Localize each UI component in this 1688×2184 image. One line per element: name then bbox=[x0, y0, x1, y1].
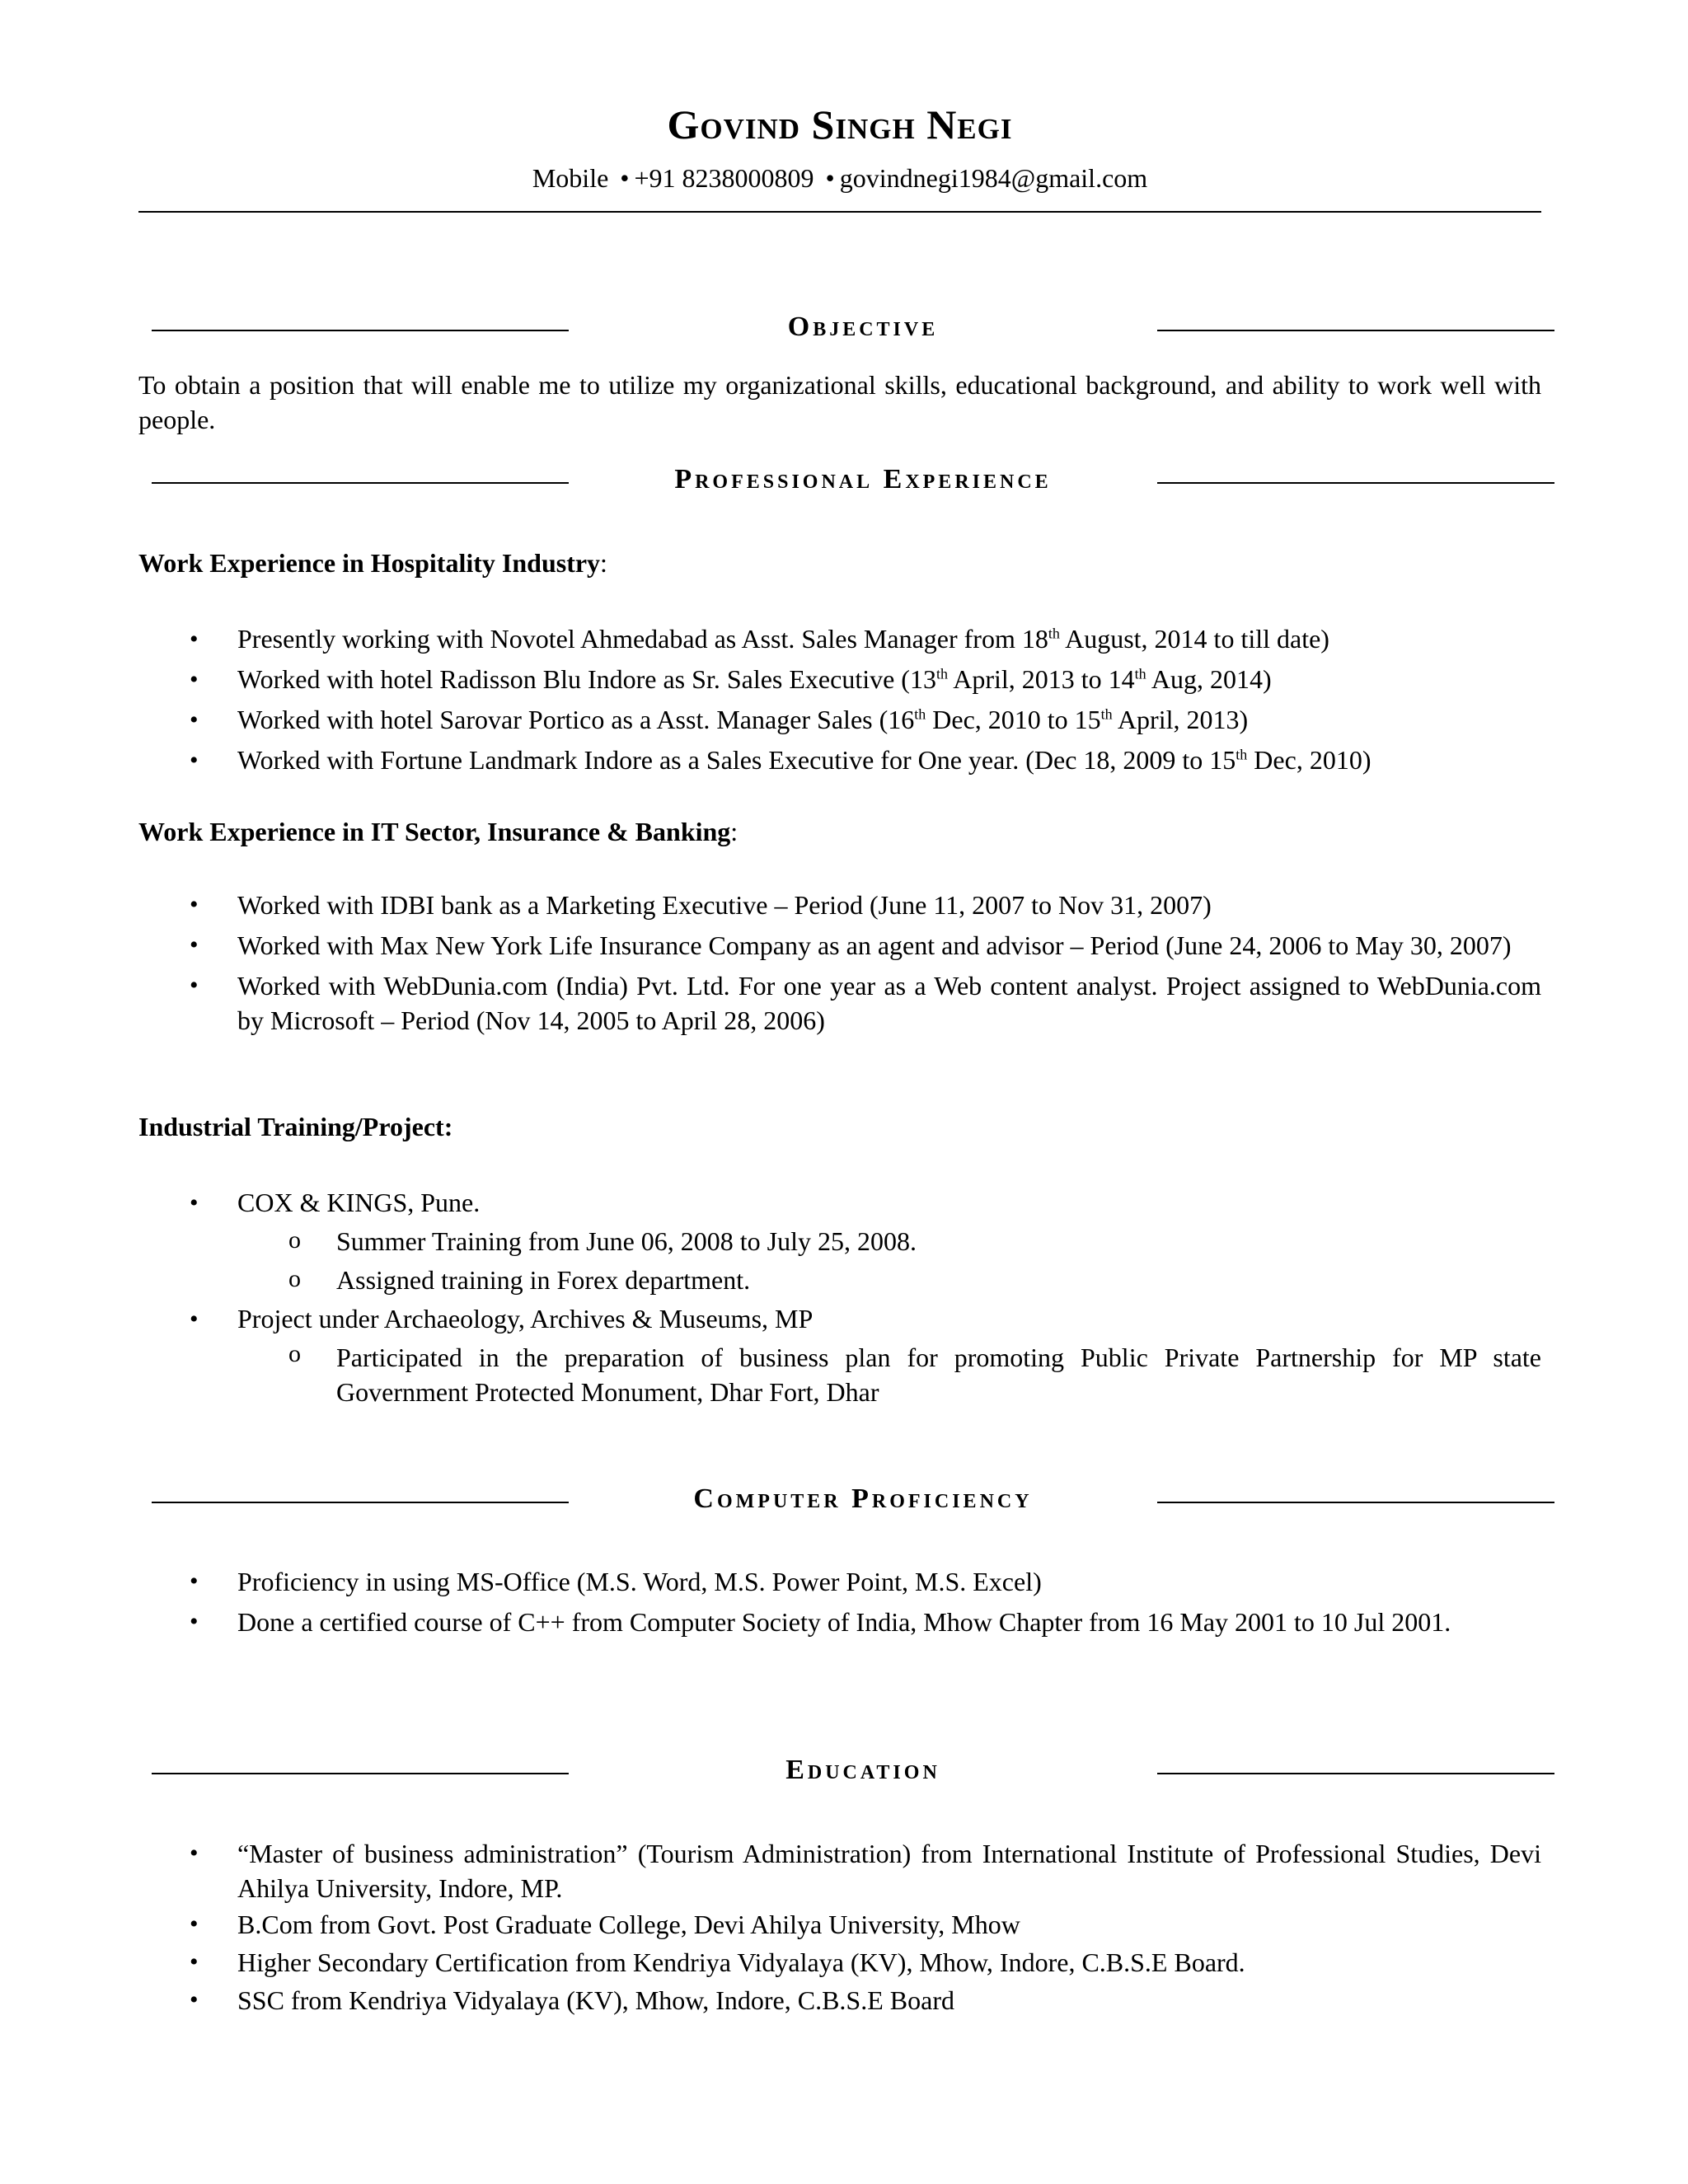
header-divider bbox=[138, 211, 1541, 213]
list-item: • Presently working with Novotel Ahmedabad as Asst. Sales Manager from 18th August, 2014 to till date) bbox=[138, 619, 1541, 659]
list-item: • “Master of business administration” (Tourism Administration) from International Institute of Professional Studies, Devi Ahilya University, Indore, MP. bbox=[138, 1836, 1541, 1905]
section-rule-right bbox=[1157, 330, 1554, 331]
bullet-icon: • bbox=[190, 626, 199, 653]
bullet-icon: • bbox=[190, 666, 199, 693]
section-rule-left bbox=[152, 482, 569, 484]
list-item: • Project under Archaeology, Archives & Museums, MP o Participated in the preparation of business plan for promoting Public Private Partnership for MP state Government Protected Monument, Dhar Fort, Dhar bbox=[138, 1300, 1541, 1409]
candidate-name: Govind Singh Negi bbox=[667, 101, 1013, 148]
circle-bullet-icon: o bbox=[288, 1265, 301, 1292]
bullet-icon: • bbox=[190, 1840, 199, 1867]
it-heading: Work Experience in IT Sector, Insurance & Banking: bbox=[138, 817, 738, 846]
sub-list bbox=[237, 1222, 1541, 1300]
education-list bbox=[138, 1836, 1541, 2019]
section-rule-left bbox=[152, 1773, 569, 1774]
bullet-icon: • bbox=[190, 972, 199, 999]
list-item: • Worked with hotel Radisson Blu Indore as Sr. Sales Executive (13th April, 2013 to 14th Aug, 2014) bbox=[138, 659, 1541, 700]
hospitality-heading: Work Experience in Hospitality Industry: bbox=[138, 548, 607, 578]
bullet-icon: • bbox=[190, 1568, 199, 1595]
list-item: • Proficiency in using MS-Office (M.S. Word, M.S. Power Point, M.S. Excel) bbox=[138, 1564, 1541, 1599]
list-item: • Worked with Fortune Landmark Indore as a Sales Executive for One year. (Dec 18, 2009 to 15th Dec, 2010) bbox=[138, 740, 1541, 780]
contact-separator: • bbox=[825, 163, 835, 193]
section-rule-left bbox=[152, 1502, 569, 1503]
sub-list-item: o Participated in the preparation of business plan for promoting Public Private Partnership for MP state Government Protected Monument, Dhar Fort, Dhar bbox=[237, 1338, 1541, 1409]
phone-number: +91 8238000809 bbox=[634, 163, 814, 193]
bullet-icon: • bbox=[190, 1608, 199, 1635]
list-item: • Higher Secondary Certification from Kendriya Vidyalaya (KV), Mhow, Indore, C.B.S.E Board. bbox=[138, 1943, 1541, 1981]
list-item: • B.Com from Govt. Post Graduate College, Devi Ahilya University, Mhow bbox=[138, 1905, 1541, 1943]
bullet-icon: • bbox=[190, 891, 199, 918]
section-title: Education bbox=[785, 1755, 940, 1785]
section-header-education bbox=[138, 1755, 1541, 1796]
contact-line bbox=[138, 163, 1541, 194]
list-item: • SSC from Kendriya Vidyalaya (KV), Mhow, Indore, C.B.S.E Board bbox=[138, 1981, 1541, 2019]
bullet-icon: • bbox=[190, 706, 199, 733]
list-item: • Worked with WebDunia.com (India) Pvt. Ltd. For one year as a Web content analyst. Project assigned to WebDunia.com by Microsoft – Period (Nov 14, 2005 to April 28, 2006) bbox=[138, 968, 1541, 1038]
training-list bbox=[138, 1183, 1541, 1409]
mobile-label: Mobile bbox=[532, 163, 609, 193]
section-rule-right bbox=[1157, 1773, 1554, 1774]
training-heading: Industrial Training/Project: bbox=[138, 1112, 453, 1141]
section-header-objective bbox=[138, 312, 1541, 353]
resume-page bbox=[138, 0, 1541, 2184]
sub-list-item: o Assigned training in Forex department. bbox=[237, 1261, 1541, 1300]
it-list bbox=[138, 888, 1541, 1038]
bullet-icon: • bbox=[190, 1986, 199, 2013]
bullet-icon: • bbox=[190, 1910, 199, 1938]
section-title: Professional Experience bbox=[674, 464, 1052, 494]
hospitality-list bbox=[138, 619, 1541, 780]
list-item: • Worked with Max New York Life Insurance Company as an agent and advisor – Period (June 24, 2006 to May 30, 2007) bbox=[138, 928, 1541, 963]
section-rule-left bbox=[152, 330, 569, 331]
list-item: • Worked with hotel Sarovar Portico as a Asst. Manager Sales (16th Dec, 2010 to 15th April, 2013) bbox=[138, 700, 1541, 740]
list-item: • Done a certified course of C++ from Computer Society of India, Mhow Chapter from 16 May 2001 to 10 Jul 2001. bbox=[138, 1605, 1541, 1639]
objective-text: To obtain a position that will enable me to utilize my organizational skills, educational background, and ability to work well with people. bbox=[138, 370, 1541, 434]
bullet-icon: • bbox=[190, 1189, 199, 1216]
sub-list-item: o Summer Training from June 06, 2008 to July 25, 2008. bbox=[237, 1222, 1541, 1261]
contact-separator: • bbox=[620, 163, 630, 193]
bullet-icon: • bbox=[190, 1305, 199, 1333]
section-rule-right bbox=[1157, 482, 1554, 484]
circle-bullet-icon: o bbox=[288, 1340, 301, 1367]
section-title: Objective bbox=[787, 312, 939, 342]
section-header-computer bbox=[138, 1483, 1541, 1525]
circle-bullet-icon: o bbox=[288, 1226, 301, 1254]
bullet-icon: • bbox=[190, 931, 199, 958]
computer-list bbox=[138, 1564, 1541, 1639]
bullet-icon: • bbox=[190, 747, 199, 774]
section-rule-right bbox=[1157, 1502, 1554, 1503]
list-item: • COX & KINGS, Pune. o Summer Training from June 06, 2008 to July 25, 2008. o Assigned training in Forex department. bbox=[138, 1183, 1541, 1300]
section-title: Computer Proficiency bbox=[693, 1483, 1033, 1514]
sub-list bbox=[237, 1338, 1541, 1409]
list-item: • Worked with IDBI bank as a Marketing Executive – Period (June 11, 2007 to Nov 31, 2007) bbox=[138, 888, 1541, 922]
bullet-icon: • bbox=[190, 1948, 199, 1975]
section-header-experience bbox=[138, 464, 1541, 505]
email-address[interactable]: govindnegi1984@gmail.com bbox=[839, 163, 1148, 193]
